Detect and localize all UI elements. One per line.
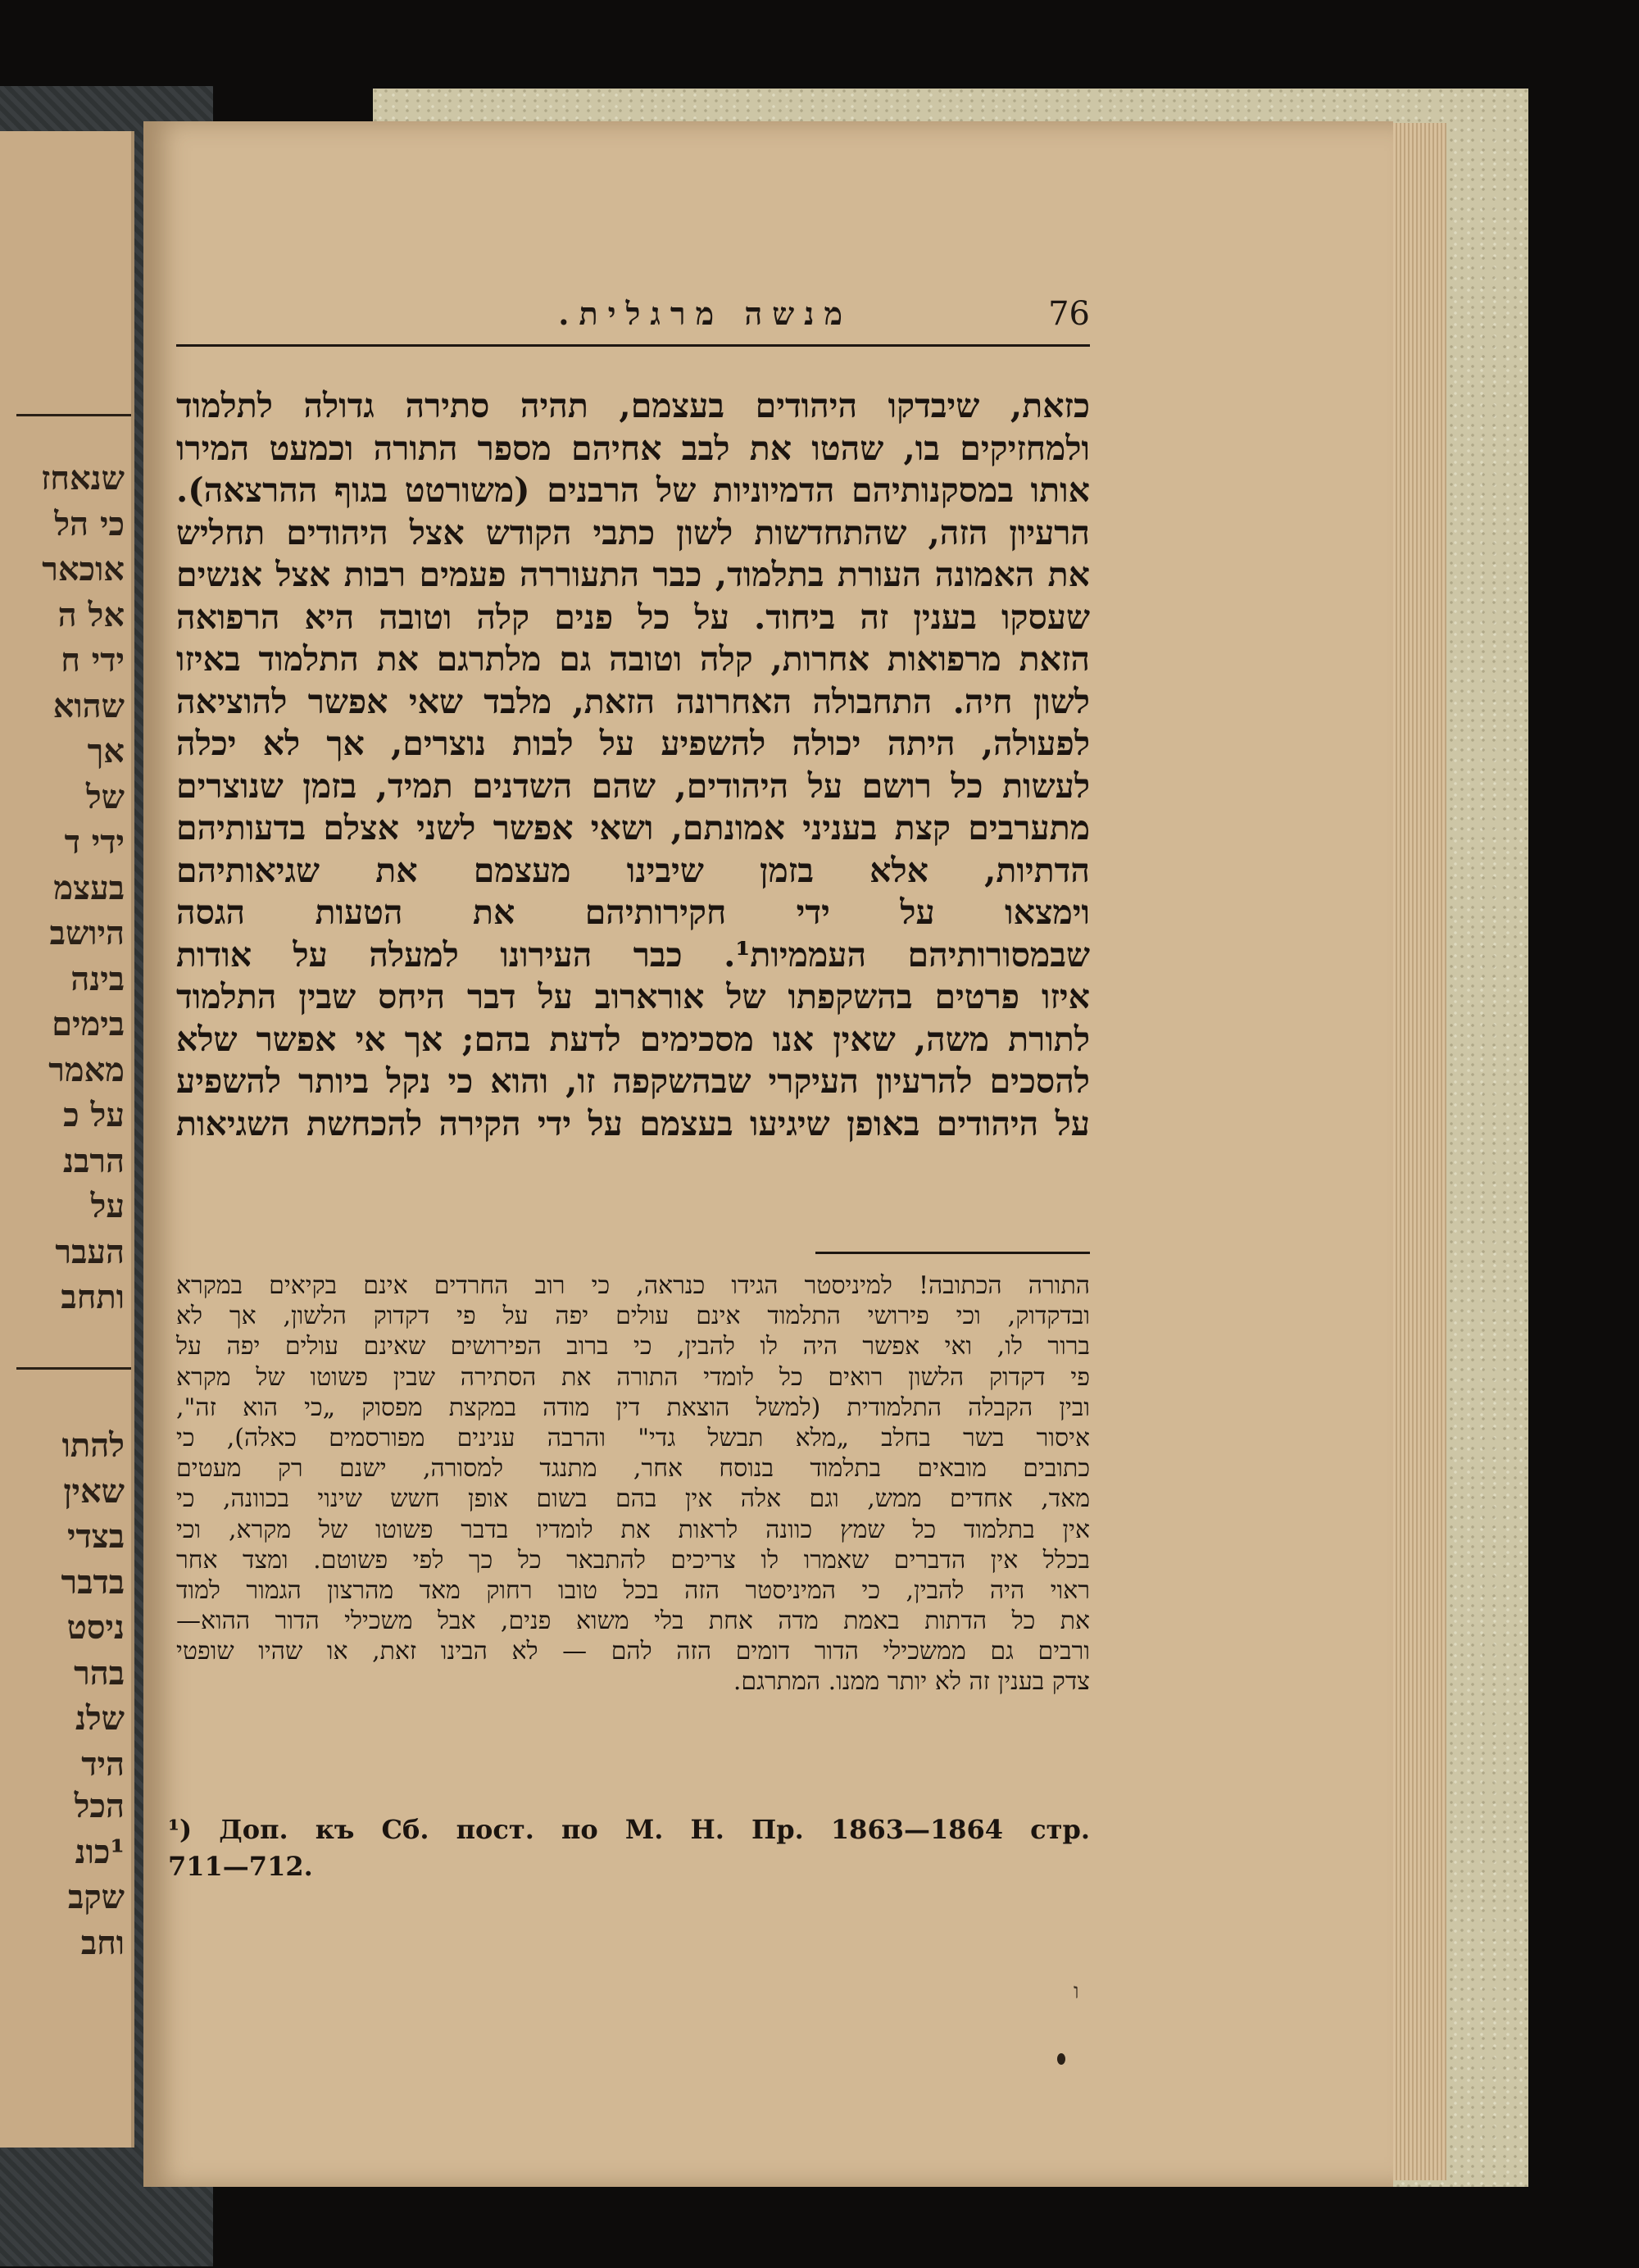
facing-page-line: שהוא	[52, 686, 125, 725]
body-line: כזאת, שיבדקו היהודים בעצמם, תהיה סתירה גדולה לתלמוד	[176, 386, 1090, 425]
facing-page-line: להתו	[61, 1426, 125, 1465]
facing-page-line: בימים	[52, 1005, 125, 1043]
facing-page-line: אך	[87, 732, 125, 770]
body-line: להסכים להרעיון העיקרי שבהשקפה זו, והוא כי נקל ביותר להשפיע	[176, 1061, 1090, 1101]
facing-page-line: ¹כונ	[75, 1832, 125, 1871]
body-line: וימצאו על ידי חקירותיהם את הטעות הגסה	[176, 893, 1090, 932]
body-text	[176, 385, 1090, 1145]
body-line: הזאת מרפואות אחרות, קלה וטובה גם מלתרגם את התלמוד באיזו	[176, 639, 1090, 679]
body-line: לתורת משה, שאין אנו מסכימים לדעת בהם; אך אי אפשר שלא	[176, 1019, 1090, 1059]
facing-page-line: העבר	[55, 1232, 125, 1271]
footnote-line: בכלל אין הדברים שאמרו לו צריכים להתבאר כל כך לפי פשוטם. ומצד אחר	[176, 1545, 1090, 1575]
footnote-line: כתובים מובאים בתלמוד בנוסח אחר, מתנגד למסורה, ישנם רק מעטים	[176, 1454, 1090, 1484]
footnote-line: מאד, אחדים ממש, וגם אלה אין בהם בשום אופן חשש שינוי בכוונה, כי	[176, 1484, 1090, 1514]
corner-mark: ו	[1074, 1979, 1079, 2004]
page-number: 76	[1048, 295, 1090, 333]
facing-page-rule	[16, 414, 131, 416]
page-header	[176, 295, 1090, 344]
footnote-line: צדק בענין זה לא יותר ממנו. המתרגם.	[733, 1667, 1090, 1697]
reference-line: ¹) Доп. къ Сб. пост. по М. Н. Пр. 1863—1864 стр.	[168, 1814, 1090, 1845]
facing-page-line: על	[90, 1187, 125, 1225]
facing-page-line: ידי ח	[61, 641, 125, 679]
facing-page-line: בינה	[70, 959, 125, 998]
footnote-line: את כל הדתות באמת מדה אחת בלי משוא פנים, אבל משכילי הדור ההוא—	[176, 1607, 1090, 1636]
running-title: מנשה מרגלית.	[558, 295, 852, 332]
facing-page-rule	[16, 1367, 131, 1370]
footnote-rule	[815, 1252, 1090, 1254]
footnote-line: ובדקדוק, וכי פירושי התלמוד אינם עולים יפה על פי דקדוק הלשון, אך לא	[176, 1302, 1090, 1331]
body-line: איזו פרטים בהשקפתו של אורארוב על דבר היחס שבין התלמוד	[176, 977, 1090, 1016]
footnote-line: התורה הכתובה! למיניסטר הגידו כנראה, כי רוב החרדים אינם בקיאים במקרא	[176, 1271, 1090, 1300]
body-line: לשון חיה. התחבולה האחרונה הזאת, מלבד שאי אפשר להוציאה	[176, 681, 1090, 721]
body-line: שבמסורותיהם העממיות¹. כבר העירונו למעלה על אודות	[176, 934, 1090, 975]
body-line: על היהודים באופן שיגיעו בעצמם על ידי הקירה להכחשת השגיאות	[176, 1103, 1090, 1143]
footnote-line: ראוי היה להבין, כי המיניסטר הזה בכל טובו רחוק מאד מהרצון הגמור למוד	[176, 1575, 1090, 1605]
facing-page-left	[0, 131, 134, 2148]
facing-page-line: היושב	[49, 914, 125, 952]
footnote-line: פי דקדוק הלשון רואים כל לומדי התורה את הסתירה שבין פשוטו של מקרא	[176, 1362, 1090, 1392]
facing-page-line: היד	[81, 1744, 125, 1784]
facing-page-line: מאמר	[48, 1050, 125, 1089]
header-rule	[176, 344, 1090, 347]
footnote-line: איסור בשר בחלב „מלא תבשל גדי" והרבה ענינים מפורסמים כאלה), כי	[176, 1423, 1090, 1452]
facing-page-line: של	[85, 777, 125, 816]
facing-page-line: וחב	[80, 1923, 125, 1962]
page-edges	[1393, 123, 1446, 2180]
facing-page-line: אוכאר	[42, 550, 125, 589]
body-line: הרעיון הזה, שהתחדשות לשון כתבי הקודש אצל היהודים תחליש	[176, 512, 1090, 552]
body-line: שעסקו בענין זה ביחוד. על כל פנים קלה וטובה היא הרפואה	[176, 597, 1090, 637]
ink-speck	[1057, 2053, 1065, 2065]
footnote-line: אין בתלמוד כל שמץ כוונה לראות את לומדיו בדבר פשוטו של מקרא, וכי	[176, 1515, 1090, 1544]
body-line: לפעולה, היתה יכולה להשפיע על לבות נוצרים, אך לא יכלה	[176, 724, 1090, 763]
facing-page-line: הרבנ	[63, 1141, 125, 1180]
footnote-line: ובין הקבלה התלמודית (למשל הוצאת דין מודה במקצת מפסוק „כי הוא זה",	[176, 1393, 1090, 1422]
facing-page-line: הכל	[74, 1787, 125, 1825]
facing-page-line: שלנ	[75, 1699, 125, 1738]
facing-page-line: בצדי	[67, 1517, 125, 1556]
facing-page-line: כי הל	[54, 504, 125, 543]
facing-page-line: שנאחז	[41, 459, 125, 498]
facing-page-line: על כ	[63, 1096, 125, 1134]
facing-page-line: אל ה	[57, 595, 125, 634]
body-line: את האמונה העורת בתלמוד, כבר התעוררה פעמים רבות אצל אנשים	[176, 555, 1090, 594]
reference-note	[168, 1811, 1090, 1885]
facing-page-line: ותחב	[61, 1278, 125, 1316]
body-line: הדתיות, אלא בזמן שיבינו מעצמם את שגיאותיהם	[176, 850, 1090, 890]
reference-line: 711—712.	[168, 1851, 313, 1882]
facing-page-line: בהר	[74, 1653, 125, 1693]
facing-page-line: בעצמ	[53, 868, 125, 907]
facing-page-line: ניסט	[66, 1608, 125, 1647]
facing-page-line: ידי ד	[64, 823, 125, 861]
facing-page-line: בדבר	[61, 1562, 125, 1602]
facing-page-line: שאין	[63, 1471, 125, 1511]
body-line: לעשות כל רושם על היהודים, שהם השדנים תמיד, בזמן שנוצרים	[176, 766, 1090, 806]
body-line: מתערבים קצת בעניני אמונתם, ושאי אפשר לשני אצלם בדעותיהם	[176, 808, 1090, 848]
footnote-text	[176, 1270, 1090, 1698]
footnote-line: ברור לו, ואי אפשר היה לו להבין, כי ברוב הפירושים שאינם עולים יפה על	[176, 1332, 1090, 1361]
body-line: אותו במסקנותיהם הדמיוניות של הרבנים (משורטט בגוף ההרצאה).	[176, 470, 1090, 510]
facing-page-line: שקב	[67, 1878, 125, 1916]
body-line: ולמחזיקים בו, שהטו את לבב אחיהם מספר התורה וכמעט המירו	[176, 428, 1090, 468]
footnote-line: ורבים גם ממשכילי הדור דומים הזה להם — לא הבינו זאת, או שהיו שופטי	[176, 1637, 1090, 1666]
